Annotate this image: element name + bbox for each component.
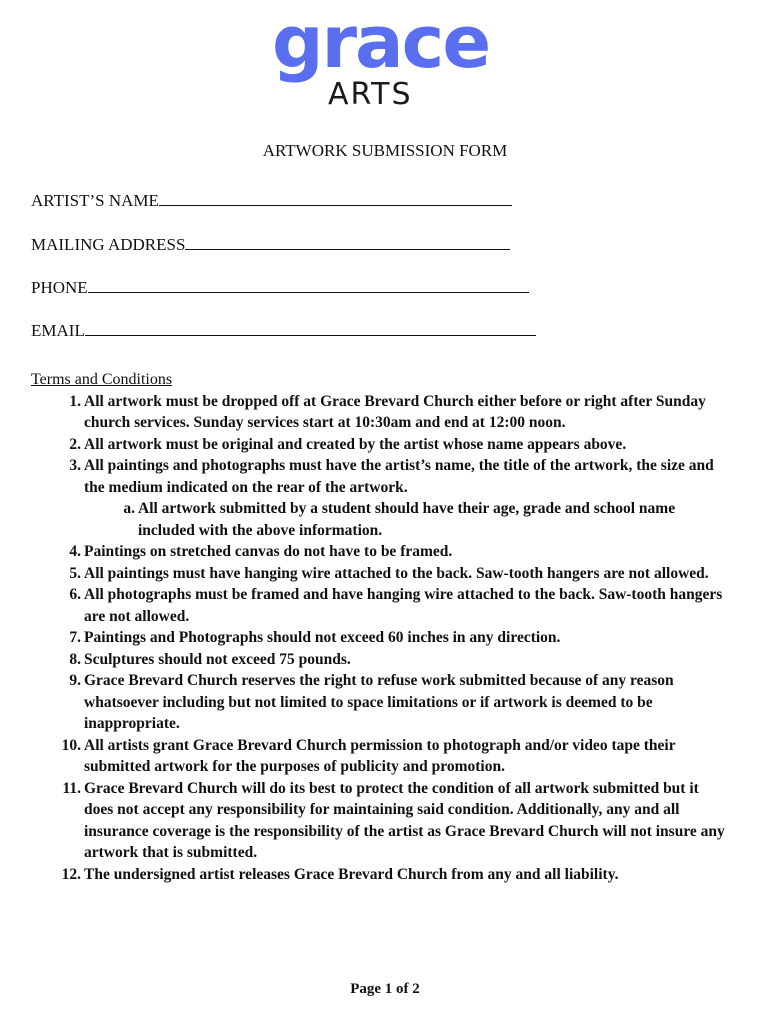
list-item-number: 5. [69,564,81,582]
list-item-text: All artwork submitted by a student should have their age, grade and school name included with the above information. [138,500,676,539]
mailing-address-label: MAILING ADDRESS [31,235,186,254]
phone-line[interactable] [88,277,529,293]
list-item [31,455,731,498]
list-subitem [31,498,731,541]
list-item-text: Grace Brevard Church will do its best to protect the condition of all artwork submitted but it does not accept any responsibility for maintaining said condition. Additionally, any and all insurance coverage is the responsibility of the artist as Grace Brevard Church will not insure any artwork that is submitted. [84,779,725,861]
list-item-number: 4. [69,543,81,560]
list-item [31,541,731,563]
terms-heading: Terms and Conditions [31,371,173,388]
list-item-number: 7. [69,629,81,646]
list-item-number: 11. [62,779,81,797]
artist-name-line[interactable] [159,190,512,206]
artist-name-field[interactable] [31,190,512,212]
form-title: ARTWORK SUBMISSION FORM [262,141,508,160]
grace-arts-logo [272,0,490,116]
logo-grace-text: grace [272,0,490,84]
list-item [31,670,731,735]
list-item [31,391,731,434]
terms-list [31,391,731,886]
page-number: Page 1 of 2 [350,981,420,997]
list-item-number: 8. [69,650,81,668]
list-item-text: All paintings must have hanging wire attached to the back. Saw-tooth hangers are not allowed. [84,564,709,582]
mailing-address-field[interactable] [31,234,510,256]
list-item-number: 12. [61,865,81,883]
list-item [31,649,731,671]
email-label: EMAIL [31,321,85,340]
list-item-text: The undersigned artist releases Grace Brevard Church from any and all liability. [84,865,619,883]
logo-arts-text: ARTS [328,77,413,112]
list-item-text: Grace Brevard Church reserves the right to refuse work submitted because of any reason whatsoever including but not limited to space limitations or if artwork is deemed to be inappropriate. [84,672,674,732]
list-item [31,735,731,778]
list-item-number: 1. [69,392,81,410]
phone-label: PHONE [31,278,88,297]
mailing-address-line[interactable] [185,234,510,250]
artist-name-label: ARTIST’S NAME [31,191,159,210]
list-item-number: 3. [69,457,81,474]
list-item-number: a. [123,500,135,517]
list-item-text: All artwork must be dropped off at Grace Brevard Church either before or right after Sunday church services. Sunday services start at 10:30am and end at 12:00 noon. [84,392,706,431]
email-line[interactable] [85,320,536,336]
terms-section [31,369,731,885]
list-item [31,627,731,649]
list-item-text: Paintings and Photographs should not exceed 60 inches in any direction. [84,629,561,646]
list-item-text: All paintings and photographs must have the artist’s name, the title of the artwork, the size and the medium indicated on the rear of the artwork. [84,457,714,496]
list-item-number: 2. [69,435,81,453]
list-item [31,563,731,585]
list-item-number: 9. [69,672,81,689]
email-field[interactable] [31,320,536,342]
list-item [31,778,731,864]
list-item-number: 6. [69,586,81,603]
list-item [31,584,731,627]
list-item-text: All photographs must be framed and have hanging wire attached to the back. Saw-tooth hangers are not allowed. [84,586,723,625]
list-item-text: Paintings on stretched canvas do not have to be framed. [84,543,453,560]
list-item [31,434,731,456]
list-item-text: Sculptures should not exceed 75 pounds. [84,650,351,668]
phone-field[interactable] [31,277,529,299]
list-item-text: All artists grant Grace Brevard Church permission to photograph and/or video tape their submitted artwork for the purposes of publicity and promotion. [84,736,676,775]
list-item [31,864,731,886]
list-item-text: All artwork must be original and created by the artist whose name appears above. [84,435,627,453]
list-item-number: 10. [61,736,81,754]
